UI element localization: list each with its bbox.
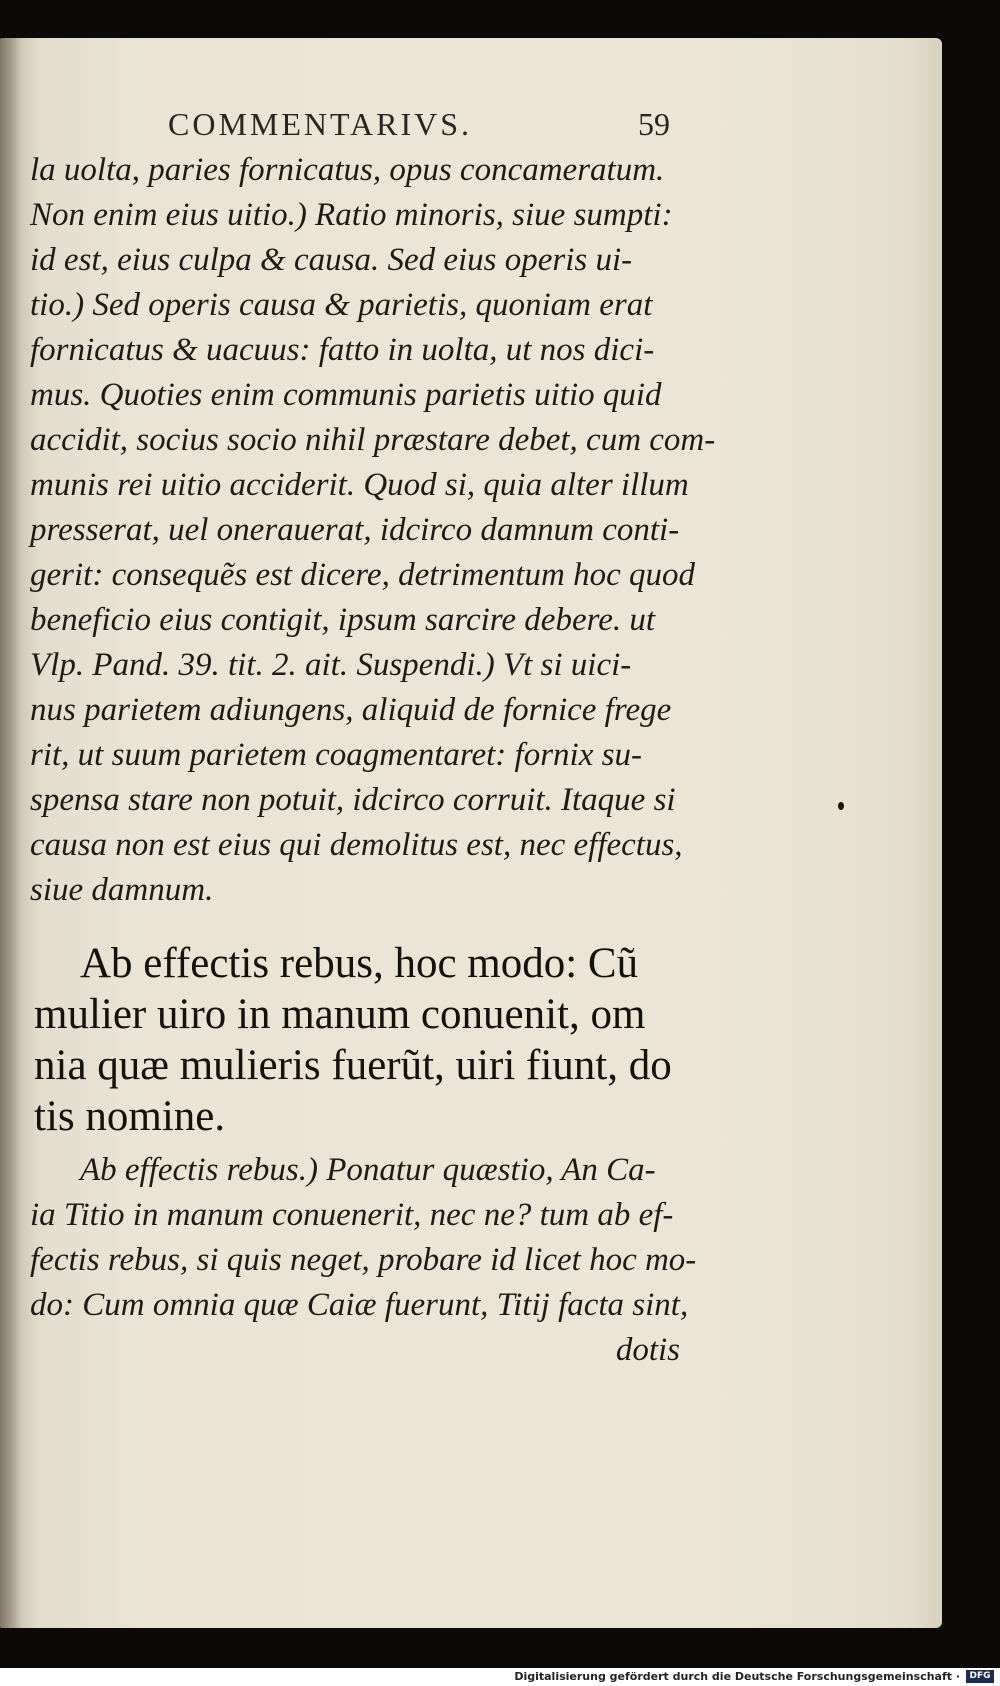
text-line: spensa stare non potuit, idcirco corruit. Itaque si bbox=[30, 782, 676, 818]
folio-number: 59 bbox=[638, 106, 670, 142]
text-line: do: Cum omnia quæ Caiæ fuerunt, Titij facta sint, bbox=[30, 1287, 689, 1323]
text-line: Ab effectis rebus.) Ponatur quæstio, An Ca- bbox=[80, 1152, 656, 1188]
page-header bbox=[0, 106, 942, 146]
book-page bbox=[0, 38, 942, 1628]
main-text-line: nia quæ mulieris fuerũt, uiri fiunt, do bbox=[34, 1042, 672, 1089]
text-line: fectis rebus, si quis neget, probare id licet hoc mo- bbox=[30, 1242, 697, 1278]
text-line: accidit, socius socio nihil præstare debet, cum com- bbox=[30, 422, 716, 458]
main-text-line: tis nomine. bbox=[34, 1093, 226, 1140]
footer-credit: Digitalisierung gefördert durch die Deutsche Forschungsgemeinschaft · bbox=[514, 1670, 960, 1683]
text-line: Non enim eius uitio.) Ratio minoris, siue sumpti: bbox=[30, 197, 673, 233]
text-line: beneficio eius contigit, ipsum sarcire debere. ut bbox=[30, 602, 656, 638]
dfg-logo[interactable]: DFG bbox=[966, 1670, 994, 1683]
text-line: siue damnum. bbox=[30, 872, 214, 908]
text-line: Vlp. Pand. 39. tit. 2. ait. Suspendi.) Vt si uici- bbox=[30, 647, 632, 683]
commentary-block-2 bbox=[30, 1148, 697, 1373]
ink-spot bbox=[838, 802, 844, 810]
main-text-block bbox=[34, 938, 690, 1142]
text-line: munis rei uitio acciderit. Quod si, quia alter illum bbox=[30, 467, 689, 503]
text-line: ia Titio in manum conuenerit, nec ne? tum ab ef- bbox=[30, 1197, 674, 1233]
text-line: tio.) Sed operis causa & parietis, quoniam erat bbox=[30, 287, 653, 323]
text-line: gerit: consequẽs est dicere, detrimentum hoc quod bbox=[30, 557, 696, 593]
running-head: COMMENTARIVS. bbox=[168, 106, 473, 142]
text-line: la uolta, paries fornicatus, opus concameratum. bbox=[30, 152, 665, 188]
text-line: rit, ut suum parietem coagmentaret: fornix su- bbox=[30, 737, 642, 773]
text-line: causa non est eius qui demolitus est, nec effectus, bbox=[30, 827, 683, 863]
text-line: id est, eius culpa & causa. Sed eius operis ui- bbox=[30, 242, 633, 278]
commentary-block-1 bbox=[30, 148, 716, 913]
main-text-line: Ab effectis rebus, hoc modo: Cũ bbox=[80, 940, 639, 987]
text-line: mus. Quoties enim communis parietis uitio quid bbox=[30, 377, 662, 413]
main-text-line: mulier uiro in manum conuenit, om bbox=[34, 991, 646, 1038]
catchword: dotis bbox=[615, 1332, 680, 1368]
text-line: fornicatus & uacuus: fatto in uolta, ut nos dici- bbox=[30, 332, 655, 368]
text-line: presserat, uel onerauerat, idcirco damnum conti- bbox=[30, 512, 680, 548]
gutter-shadow bbox=[0, 38, 22, 1628]
text-line: nus parietem adiungens, aliquid de fornice frege bbox=[30, 692, 672, 728]
digitization-footer bbox=[0, 1668, 1000, 1686]
